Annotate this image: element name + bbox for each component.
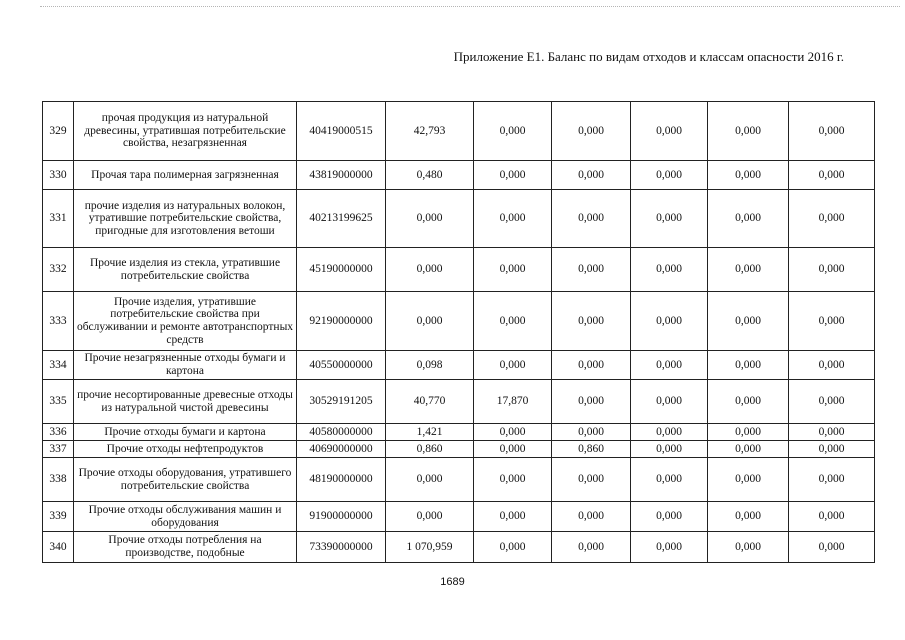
- value-col-3-cell: 0,000: [552, 190, 631, 248]
- row-number-cell: 340: [43, 532, 74, 563]
- value-col-5-cell: 0,000: [708, 502, 789, 532]
- table-row: [43, 351, 875, 380]
- value-col-1-cell: 0,000: [386, 292, 474, 351]
- waste-code-cell: 73390000000: [297, 532, 386, 563]
- value-col-1-cell: 0,480: [386, 161, 474, 190]
- waste-code-cell: 92190000000: [297, 292, 386, 351]
- page-number: 1689: [440, 576, 465, 588]
- table-row: [43, 102, 875, 161]
- value-col-5-cell: 0,000: [708, 532, 789, 563]
- row-number-cell: 337: [43, 441, 74, 458]
- waste-name-cell: Прочие отходы бумаги и картона: [74, 424, 297, 441]
- value-col-3-cell: 0,000: [552, 161, 631, 190]
- table-row: [43, 248, 875, 292]
- table-row: [43, 441, 875, 458]
- page-caption: Приложение Е1. Баланс по видам отходов и классам опасности 2016 г.: [453, 49, 844, 64]
- value-col-5-cell: 0,000: [708, 380, 789, 424]
- waste-name-cell: Прочие незагрязненные отходы бумаги и картона: [74, 351, 297, 380]
- value-col-2-cell: 0,000: [474, 424, 552, 441]
- value-col-4-cell: 0,000: [631, 102, 708, 161]
- value-col-4-cell: 0,000: [631, 532, 708, 563]
- value-col-5-cell: 0,000: [708, 102, 789, 161]
- value-col-2-cell: 0,000: [474, 502, 552, 532]
- value-col-1-cell: 1,421: [386, 424, 474, 441]
- waste-name-cell: прочая продукция из натуральной древесины, утратившая потребительские свойства, незагрязненная: [74, 102, 297, 161]
- value-col-3-cell: 0,000: [552, 424, 631, 441]
- waste-code-cell: 40550000000: [297, 351, 386, 380]
- value-col-1-cell: 0,000: [386, 190, 474, 248]
- value-col-1-cell: 0,000: [386, 502, 474, 532]
- table-row: [43, 380, 875, 424]
- value-col-6-cell: 0,000: [789, 351, 875, 380]
- value-col-4-cell: 0,000: [631, 441, 708, 458]
- value-col-4-cell: 0,000: [631, 248, 708, 292]
- value-col-6-cell: 0,000: [789, 502, 875, 532]
- value-col-1-cell: 0,098: [386, 351, 474, 380]
- value-col-6-cell: 0,000: [789, 292, 875, 351]
- waste-name-cell: Прочие отходы потребления на производстве, подобные: [74, 532, 297, 563]
- scan-artifact: [40, 6, 900, 9]
- row-number-cell: 332: [43, 248, 74, 292]
- row-number-cell: 329: [43, 102, 74, 161]
- value-col-5-cell: 0,000: [708, 441, 789, 458]
- value-col-2-cell: 0,000: [474, 190, 552, 248]
- value-col-2-cell: 0,000: [474, 248, 552, 292]
- value-col-6-cell: 0,000: [789, 102, 875, 161]
- value-col-5-cell: 0,000: [708, 292, 789, 351]
- value-col-2-cell: 0,000: [474, 441, 552, 458]
- row-number-cell: 331: [43, 190, 74, 248]
- value-col-2-cell: 0,000: [474, 458, 552, 502]
- waste-code-cell: 40580000000: [297, 424, 386, 441]
- value-col-2-cell: 0,000: [474, 292, 552, 351]
- value-col-4-cell: 0,000: [631, 424, 708, 441]
- value-col-2-cell: 0,000: [474, 102, 552, 161]
- waste-name-cell: Прочие отходы обслуживания машин и оборудования: [74, 502, 297, 532]
- table-row: [43, 424, 875, 441]
- value-col-2-cell: 0,000: [474, 161, 552, 190]
- value-col-3-cell: 0,000: [552, 458, 631, 502]
- value-col-4-cell: 0,000: [631, 380, 708, 424]
- value-col-2-cell: 0,000: [474, 351, 552, 380]
- value-col-6-cell: 0,000: [789, 248, 875, 292]
- value-col-2-cell: 17,870: [474, 380, 552, 424]
- value-col-1-cell: 0,000: [386, 248, 474, 292]
- waste-code-cell: 45190000000: [297, 248, 386, 292]
- waste-name-cell: Прочие отходы оборудования, утратившего потребительские свойства: [74, 458, 297, 502]
- value-col-6-cell: 0,000: [789, 441, 875, 458]
- value-col-3-cell: 0,000: [552, 502, 631, 532]
- value-col-3-cell: 0,000: [552, 292, 631, 351]
- value-col-3-cell: 0,860: [552, 441, 631, 458]
- row-number-cell: 334: [43, 351, 74, 380]
- waste-code-cell: 43819000000: [297, 161, 386, 190]
- value-col-6-cell: 0,000: [789, 424, 875, 441]
- waste-balance-table: [42, 101, 875, 563]
- value-col-5-cell: 0,000: [708, 190, 789, 248]
- value-col-4-cell: 0,000: [631, 292, 708, 351]
- value-col-1-cell: 40,770: [386, 380, 474, 424]
- value-col-3-cell: 0,000: [552, 102, 631, 161]
- value-col-6-cell: 0,000: [789, 161, 875, 190]
- row-number-cell: 333: [43, 292, 74, 351]
- waste-name-cell: Прочие изделия, утратившие потребительские свойства при обслуживании и ремонте автотранспортных средств: [74, 292, 297, 351]
- waste-code-cell: 40419000515: [297, 102, 386, 161]
- waste-code-cell: 30529191205: [297, 380, 386, 424]
- value-col-1-cell: 0,000: [386, 458, 474, 502]
- waste-code-cell: 40690000000: [297, 441, 386, 458]
- value-col-5-cell: 0,000: [708, 458, 789, 502]
- value-col-2-cell: 0,000: [474, 532, 552, 563]
- row-number-cell: 338: [43, 458, 74, 502]
- value-col-1-cell: 42,793: [386, 102, 474, 161]
- value-col-1-cell: 0,860: [386, 441, 474, 458]
- value-col-3-cell: 0,000: [552, 351, 631, 380]
- value-col-5-cell: 0,000: [708, 424, 789, 441]
- value-col-1-cell: 1 070,959: [386, 532, 474, 563]
- table-row: [43, 292, 875, 351]
- waste-name-cell: Прочая тара полимерная загрязненная: [74, 161, 297, 190]
- waste-code-cell: 91900000000: [297, 502, 386, 532]
- value-col-4-cell: 0,000: [631, 351, 708, 380]
- table-row: [43, 190, 875, 248]
- value-col-4-cell: 0,000: [631, 190, 708, 248]
- value-col-4-cell: 0,000: [631, 458, 708, 502]
- value-col-6-cell: 0,000: [789, 380, 875, 424]
- row-number-cell: 339: [43, 502, 74, 532]
- value-col-5-cell: 0,000: [708, 248, 789, 292]
- table-row: [43, 161, 875, 190]
- value-col-6-cell: 0,000: [789, 458, 875, 502]
- value-col-5-cell: 0,000: [708, 351, 789, 380]
- waste-name-cell: прочие изделия из натуральных волокон, утратившие потребительские свойства, пригодные для изготовления ветоши: [74, 190, 297, 248]
- table-row: [43, 532, 875, 563]
- value-col-3-cell: 0,000: [552, 248, 631, 292]
- value-col-4-cell: 0,000: [631, 502, 708, 532]
- value-col-4-cell: 0,000: [631, 161, 708, 190]
- table-row: [43, 458, 875, 502]
- row-number-cell: 336: [43, 424, 74, 441]
- value-col-6-cell: 0,000: [789, 190, 875, 248]
- value-col-3-cell: 0,000: [552, 380, 631, 424]
- value-col-3-cell: 0,000: [552, 532, 631, 563]
- row-number-cell: 330: [43, 161, 74, 190]
- value-col-5-cell: 0,000: [708, 161, 789, 190]
- waste-code-cell: 48190000000: [297, 458, 386, 502]
- row-number-cell: 335: [43, 380, 74, 424]
- table-row: [43, 502, 875, 532]
- value-col-6-cell: 0,000: [789, 532, 875, 563]
- waste-name-cell: Прочие изделия из стекла, утратившие потребительские свойства: [74, 248, 297, 292]
- waste-name-cell: прочие несортированные древесные отходы из натуральной чистой древесины: [74, 380, 297, 424]
- waste-name-cell: Прочие отходы нефтепродуктов: [74, 441, 297, 458]
- waste-code-cell: 40213199625: [297, 190, 386, 248]
